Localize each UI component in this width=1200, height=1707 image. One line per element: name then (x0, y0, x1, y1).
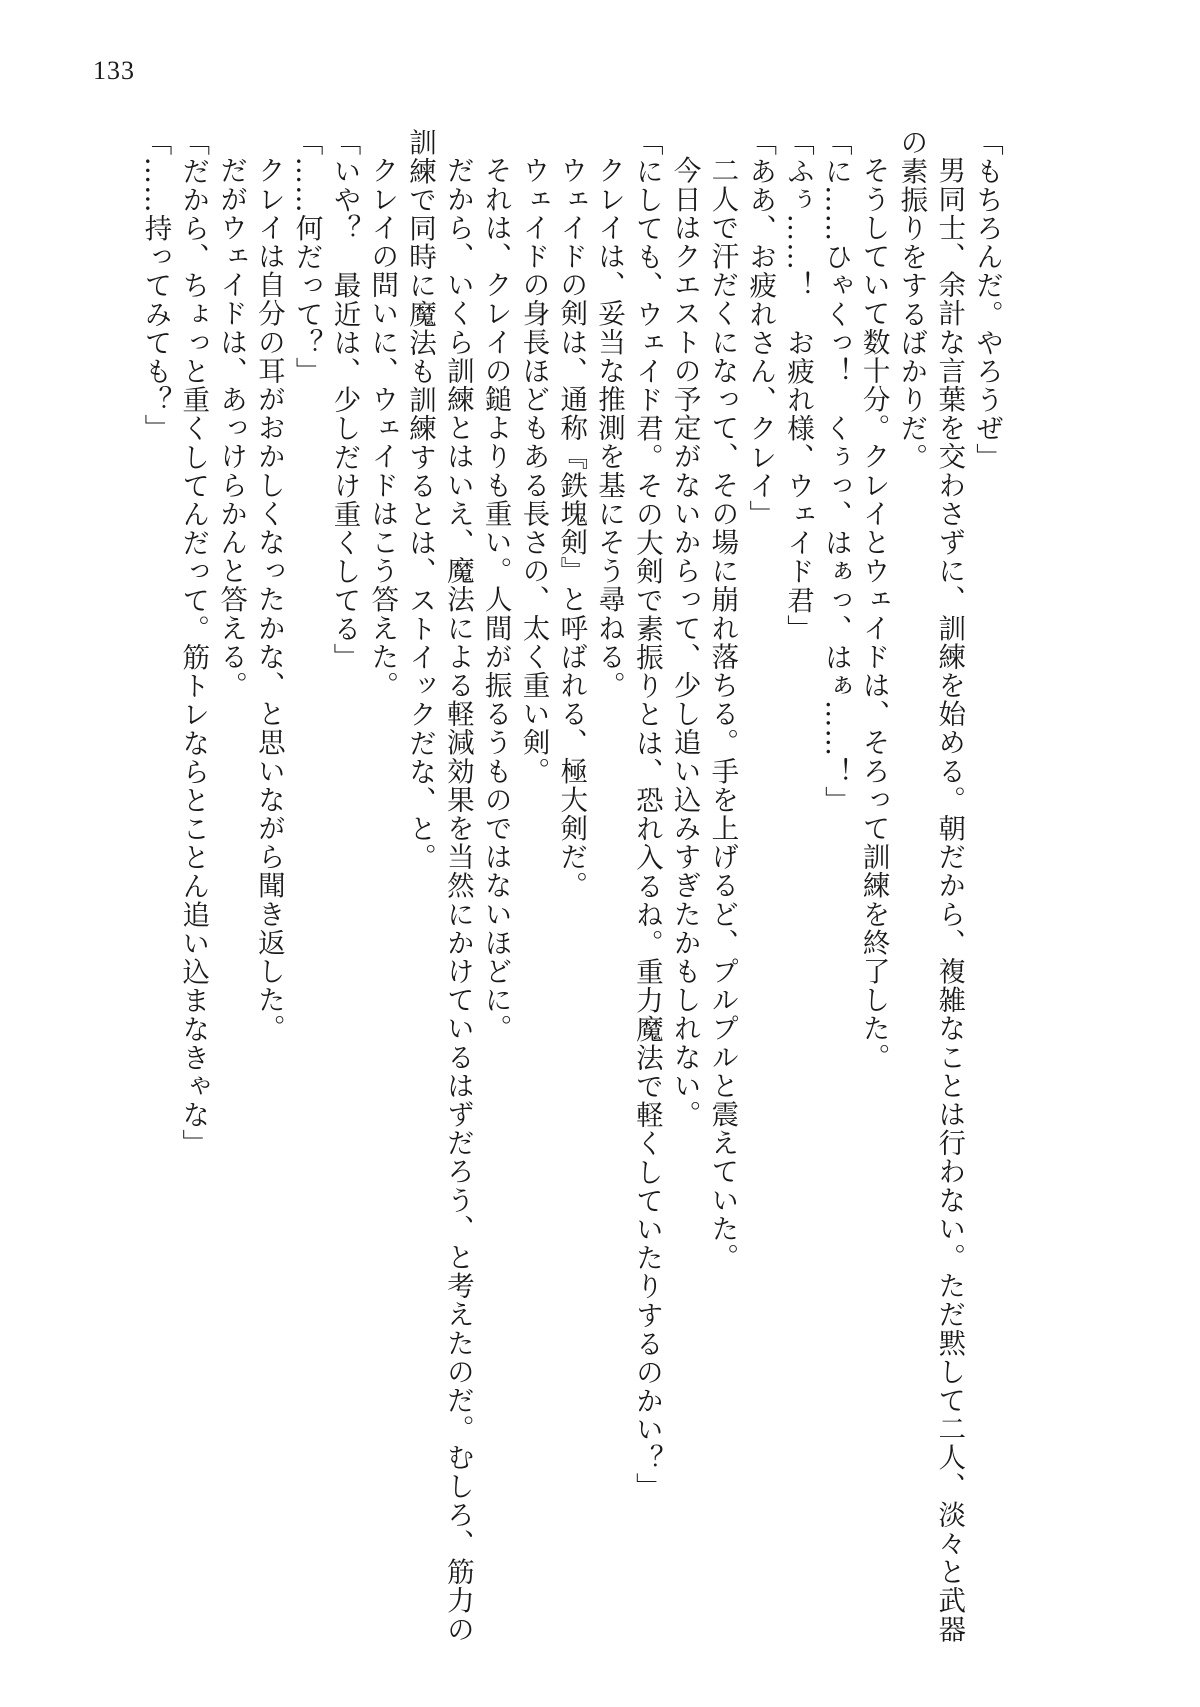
text-line: 「いや？ 最近は、少しだけ重くしてる」 (328, 128, 361, 672)
text-line: ウェイドの剣は、通称『鉄塊剣』と呼ばれる、極大剣だ。 (555, 156, 588, 900)
text-line: 「もちろんだ。やろうぜ」 (971, 128, 1003, 472)
page-number: 133 (93, 56, 135, 85)
text-line: 「……持ってみても？」 (139, 128, 172, 443)
text-line: そうしていて数十分。クレイとウェイドは、そろって訓練を終了した。 (857, 156, 890, 1072)
text-line: 男同士、余計な言葉を交わさずに、訓練を始める。朝だから、複雑なことは行わない。ただ黙して二人、淡々と武器 (933, 156, 966, 1644)
text-line: 二人で汗だくになって、その場に崩れ落ちる。手を上げるど、プルプルと震えていた。 (706, 156, 739, 1272)
text-line: クレイの問いに、ウェイドはこう答えた。 (366, 156, 399, 700)
text-line: クレイは、妥当な推測を基にそう尋ねる。 (593, 156, 626, 700)
text-line: だがウェイドは、あっけらかんと答える。 (215, 156, 248, 700)
text-line: だから、いくら訓練とはいえ、魔法による軽減効果を当然にかけているはずだろう、と考えたのだ。むしろ、筋力の (441, 156, 474, 1644)
text-line: の素振りをするばかりだ。 (895, 128, 928, 472)
text-line: 「だから、ちょっと重くしてんだって。筋トレならとことん追い込まなきゃな」 (177, 128, 210, 1158)
text-line: 「ああ、お疲れさん、クレイ」 (744, 128, 777, 529)
text-line: 「に……ひゃくっ！ くぅっ、はぁっ、はぁ……！」 (819, 128, 852, 815)
text-line: 「ふぅ……！ お疲れ様、ウェイド君」 (782, 128, 815, 643)
text-line: ウェイドの身長ほどもある長さの、太く重い剣。 (517, 156, 550, 786)
text-line: 今日はクエストの予定がないからって、少し追い込みすぎたかもしれない。 (668, 156, 701, 1129)
body-text (110, 128, 1005, 1644)
text-line: 訓練で同時に魔法も訓練するとは、ストイックだな、と。 (404, 128, 437, 872)
text-line: 「にしても、ウェイド君。その大剣で素振りとは、恐れ入るね。重力魔法で軽くしていたりするのかい？」 (630, 128, 663, 1501)
text-line: それは、クレイの鎚よりも重い。人間が振るうものではないほどに。 (479, 156, 512, 1043)
text-line: クレイは自分の耳がおかしくなったかな、と思いながら聞き返した。 (252, 156, 285, 1043)
text-line: 「……何だって？」 (290, 128, 323, 386)
